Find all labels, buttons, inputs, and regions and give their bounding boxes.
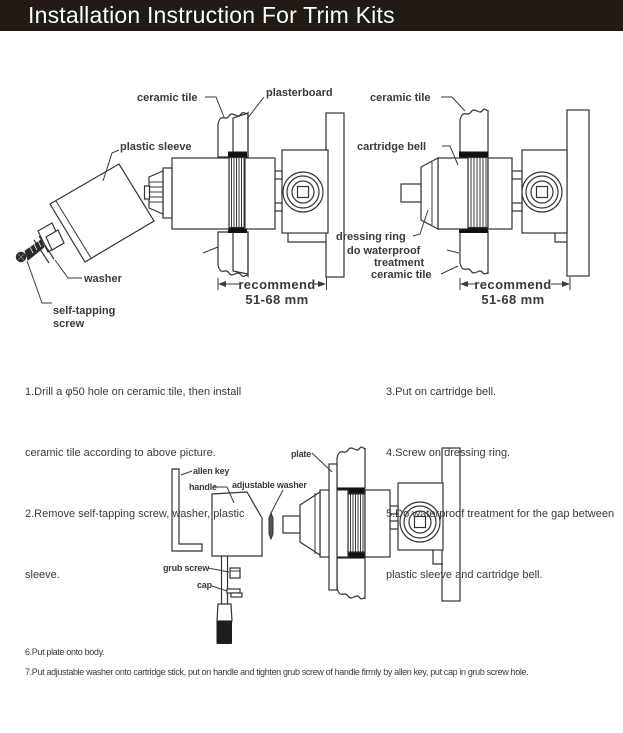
label-plasterboard: plasterboard	[266, 87, 333, 99]
label-handle: handle	[189, 482, 217, 492]
valve-body-bracket	[275, 150, 328, 242]
label-self-tapping: self-tapping	[53, 305, 116, 317]
instruction-step-7: 7.Put adjustable washer onto cartridge stick, put on handle and tighten grub screw of handle firmly by allen key, put cap in grub screw hole.	[25, 667, 529, 677]
label-ceramic-tile: ceramic tile	[137, 92, 198, 104]
label-cartridge-bell: cartridge bell	[357, 141, 427, 153]
socket-square	[298, 187, 309, 198]
label-washer: washer	[84, 273, 122, 285]
plate-part	[329, 464, 337, 590]
instruction-line: 5.Do waterproof treatment for the gap between	[386, 508, 615, 521]
instruction-line: 4.Screw on dressing ring.	[386, 447, 511, 460]
dim-range-label: 51-68 mm	[245, 292, 309, 307]
valve-cartridge	[145, 152, 276, 234]
cartridge-stick	[401, 184, 421, 202]
dimension-1	[218, 277, 327, 307]
diagram-step3-5	[336, 92, 589, 307]
dim-range-label: 51-68 mm	[481, 292, 545, 307]
label-grub-screw: grub screw	[163, 563, 210, 573]
back-wall	[326, 113, 344, 277]
socket-square	[537, 187, 548, 198]
dim-recommend-label: recommend	[474, 277, 552, 292]
label-do-waterproof: do waterproof	[347, 245, 421, 257]
label-allen-key: allen key	[193, 466, 230, 476]
label-ceramic-tile-top: ceramic tile	[370, 92, 431, 104]
label-screw: screw	[53, 318, 85, 330]
back-wall	[567, 110, 589, 276]
dim-recommend-label: recommend	[238, 277, 316, 292]
plastic-sleeve-part	[38, 164, 154, 262]
label-plastic-sleeve: plastic sleeve	[120, 141, 192, 153]
instruction-line: 1.Drill a φ50 hole on ceramic tile, then install	[25, 385, 242, 398]
page-title: Installation Instruction For Trim Kits	[28, 2, 395, 28]
dimension-2	[460, 277, 570, 307]
instruction-line: plastic sleeve and cartridge bell.	[386, 569, 543, 582]
instruction-line: 3.Put on cartridge bell.	[386, 385, 497, 398]
cartridge-stick	[283, 516, 300, 533]
instruction-line: ceramic tile according to above picture.	[25, 447, 216, 460]
instruction-line: sleeve.	[25, 569, 60, 582]
diagram-step1-2	[16, 87, 344, 330]
instructions-steps-1-2	[25, 341, 245, 627]
label-dressing-ring: dressing ring	[336, 231, 406, 243]
self-tapping-screw-part	[16, 240, 44, 262]
label-treatment: treatment	[374, 257, 425, 269]
instruction-step-6: 6.Put plate onto body.	[25, 647, 105, 657]
instructions-steps-3-5	[386, 341, 614, 627]
label-cap: cap	[197, 580, 212, 590]
valve-body-bracket	[512, 150, 567, 242]
label-adjustable-washer: adjustable washer	[232, 480, 307, 490]
label-plate: plate	[291, 449, 312, 459]
cartridge-bell-part	[401, 152, 512, 234]
label-ceramic-tile-bottom: ceramic tile	[371, 269, 432, 281]
instruction-line: 2.Remove self-tapping screw, washer, plastic	[25, 508, 245, 521]
adjustable-washer-part	[269, 513, 273, 539]
